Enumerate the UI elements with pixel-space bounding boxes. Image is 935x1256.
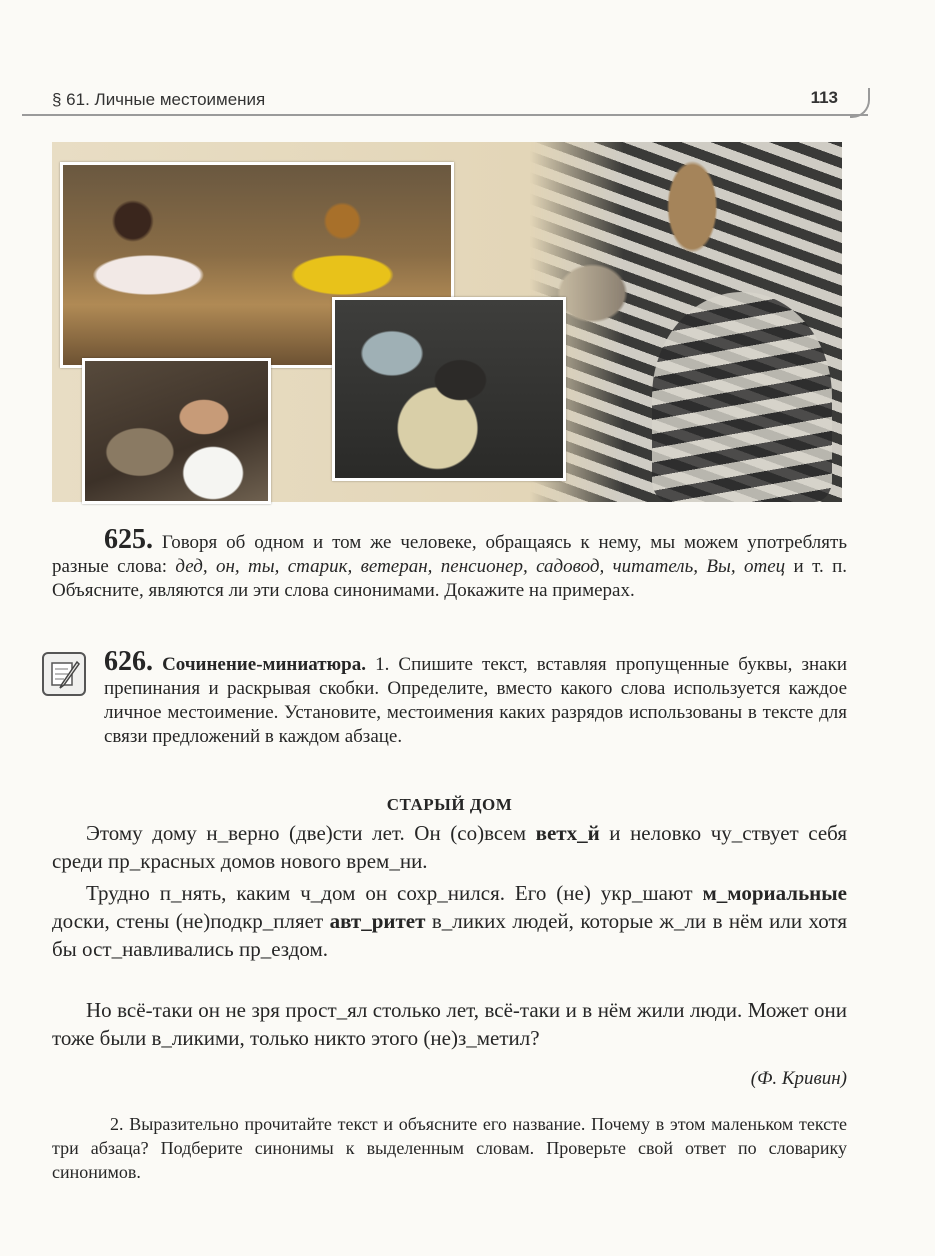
- exercise-626: [52, 646, 848, 749]
- exercise-625: [52, 524, 847, 603]
- section-title: § 61. Личные местоимения: [52, 90, 266, 109]
- story-text: в_ликих людей, которые ж_ли в нём или хотя бы ост_навливались пр_ездом.: [52, 909, 847, 961]
- story-text: Этому дому н_верно (две)сти лет. Он (со)всем: [86, 821, 536, 845]
- story-paragraph-3: [52, 996, 847, 1052]
- page-number: 113: [810, 88, 838, 107]
- header-rule: [22, 114, 868, 116]
- photo-studying-with-dog: [82, 358, 271, 504]
- highlighted-word: ветх_й: [535, 821, 600, 845]
- story-text: Трудно п_нять, каким ч_дом он сохр_нился. Его (не) укр_шают: [86, 881, 703, 905]
- photo-collage: [52, 142, 842, 502]
- exercise-626-task-2: 2. Выразительно прочитайте текст и объясните его название. Почему в этом маленьком тексте три абзаца? Подберите синонимы к выделенным словам. Проверьте свой ответ по словарику синонимов.: [52, 1114, 847, 1182]
- exercise-text-end: и т. п. Объясните, являются ли эти слова синонимами. Докажите на примерах.: [52, 556, 847, 601]
- page-header: [22, 84, 868, 118]
- highlighted-word: м_мориальные: [702, 881, 847, 905]
- story-paragraph-2: [52, 879, 847, 963]
- exercise-number: 626.: [104, 646, 153, 677]
- story-text: Но всё-таки он не зря прост_ял столько лет, всё-таки и в нём жили люди. Может они тоже были в_ликими, только никто этого (не)з_метил?: [52, 998, 847, 1050]
- exercise-number: 625.: [104, 524, 153, 555]
- boy-figure: [652, 292, 832, 502]
- story-author: (Ф. Кривин): [750, 1068, 847, 1089]
- story-text: доски, стены (не)подкр_пляет: [52, 909, 330, 933]
- highlighted-word: авт_ритет: [329, 909, 426, 933]
- exercise-words: дед, он, ты, старик, ветеран, пенсионер, садовод, читатель, Вы, отец: [175, 556, 786, 577]
- exercise-text: Говоря об одном и том же человеке, обращаясь к нему, мы можем употреблять разные слова:: [52, 532, 847, 577]
- story-paragraph-1: [52, 819, 847, 875]
- exercise-kind: Сочинение-миниатюра.: [153, 654, 366, 675]
- story-text: и неловко чу_ствует себя среди пр_красных домов нового врем_ни.: [52, 821, 847, 873]
- photo-sleeping-on-books: [332, 297, 566, 481]
- story-title: СТАРЫЙ ДОМ: [386, 795, 513, 814]
- exercise-text: 1. Спишите текст, вставляя пропущенные буквы, знаки препинания и раскрывая скобки. Определите, вместо какого слова используется каждое личное местоимение. Установите, местоимения каких разрядов использованы в тексте для связи предложений в каждом абзаце.: [104, 654, 848, 747]
